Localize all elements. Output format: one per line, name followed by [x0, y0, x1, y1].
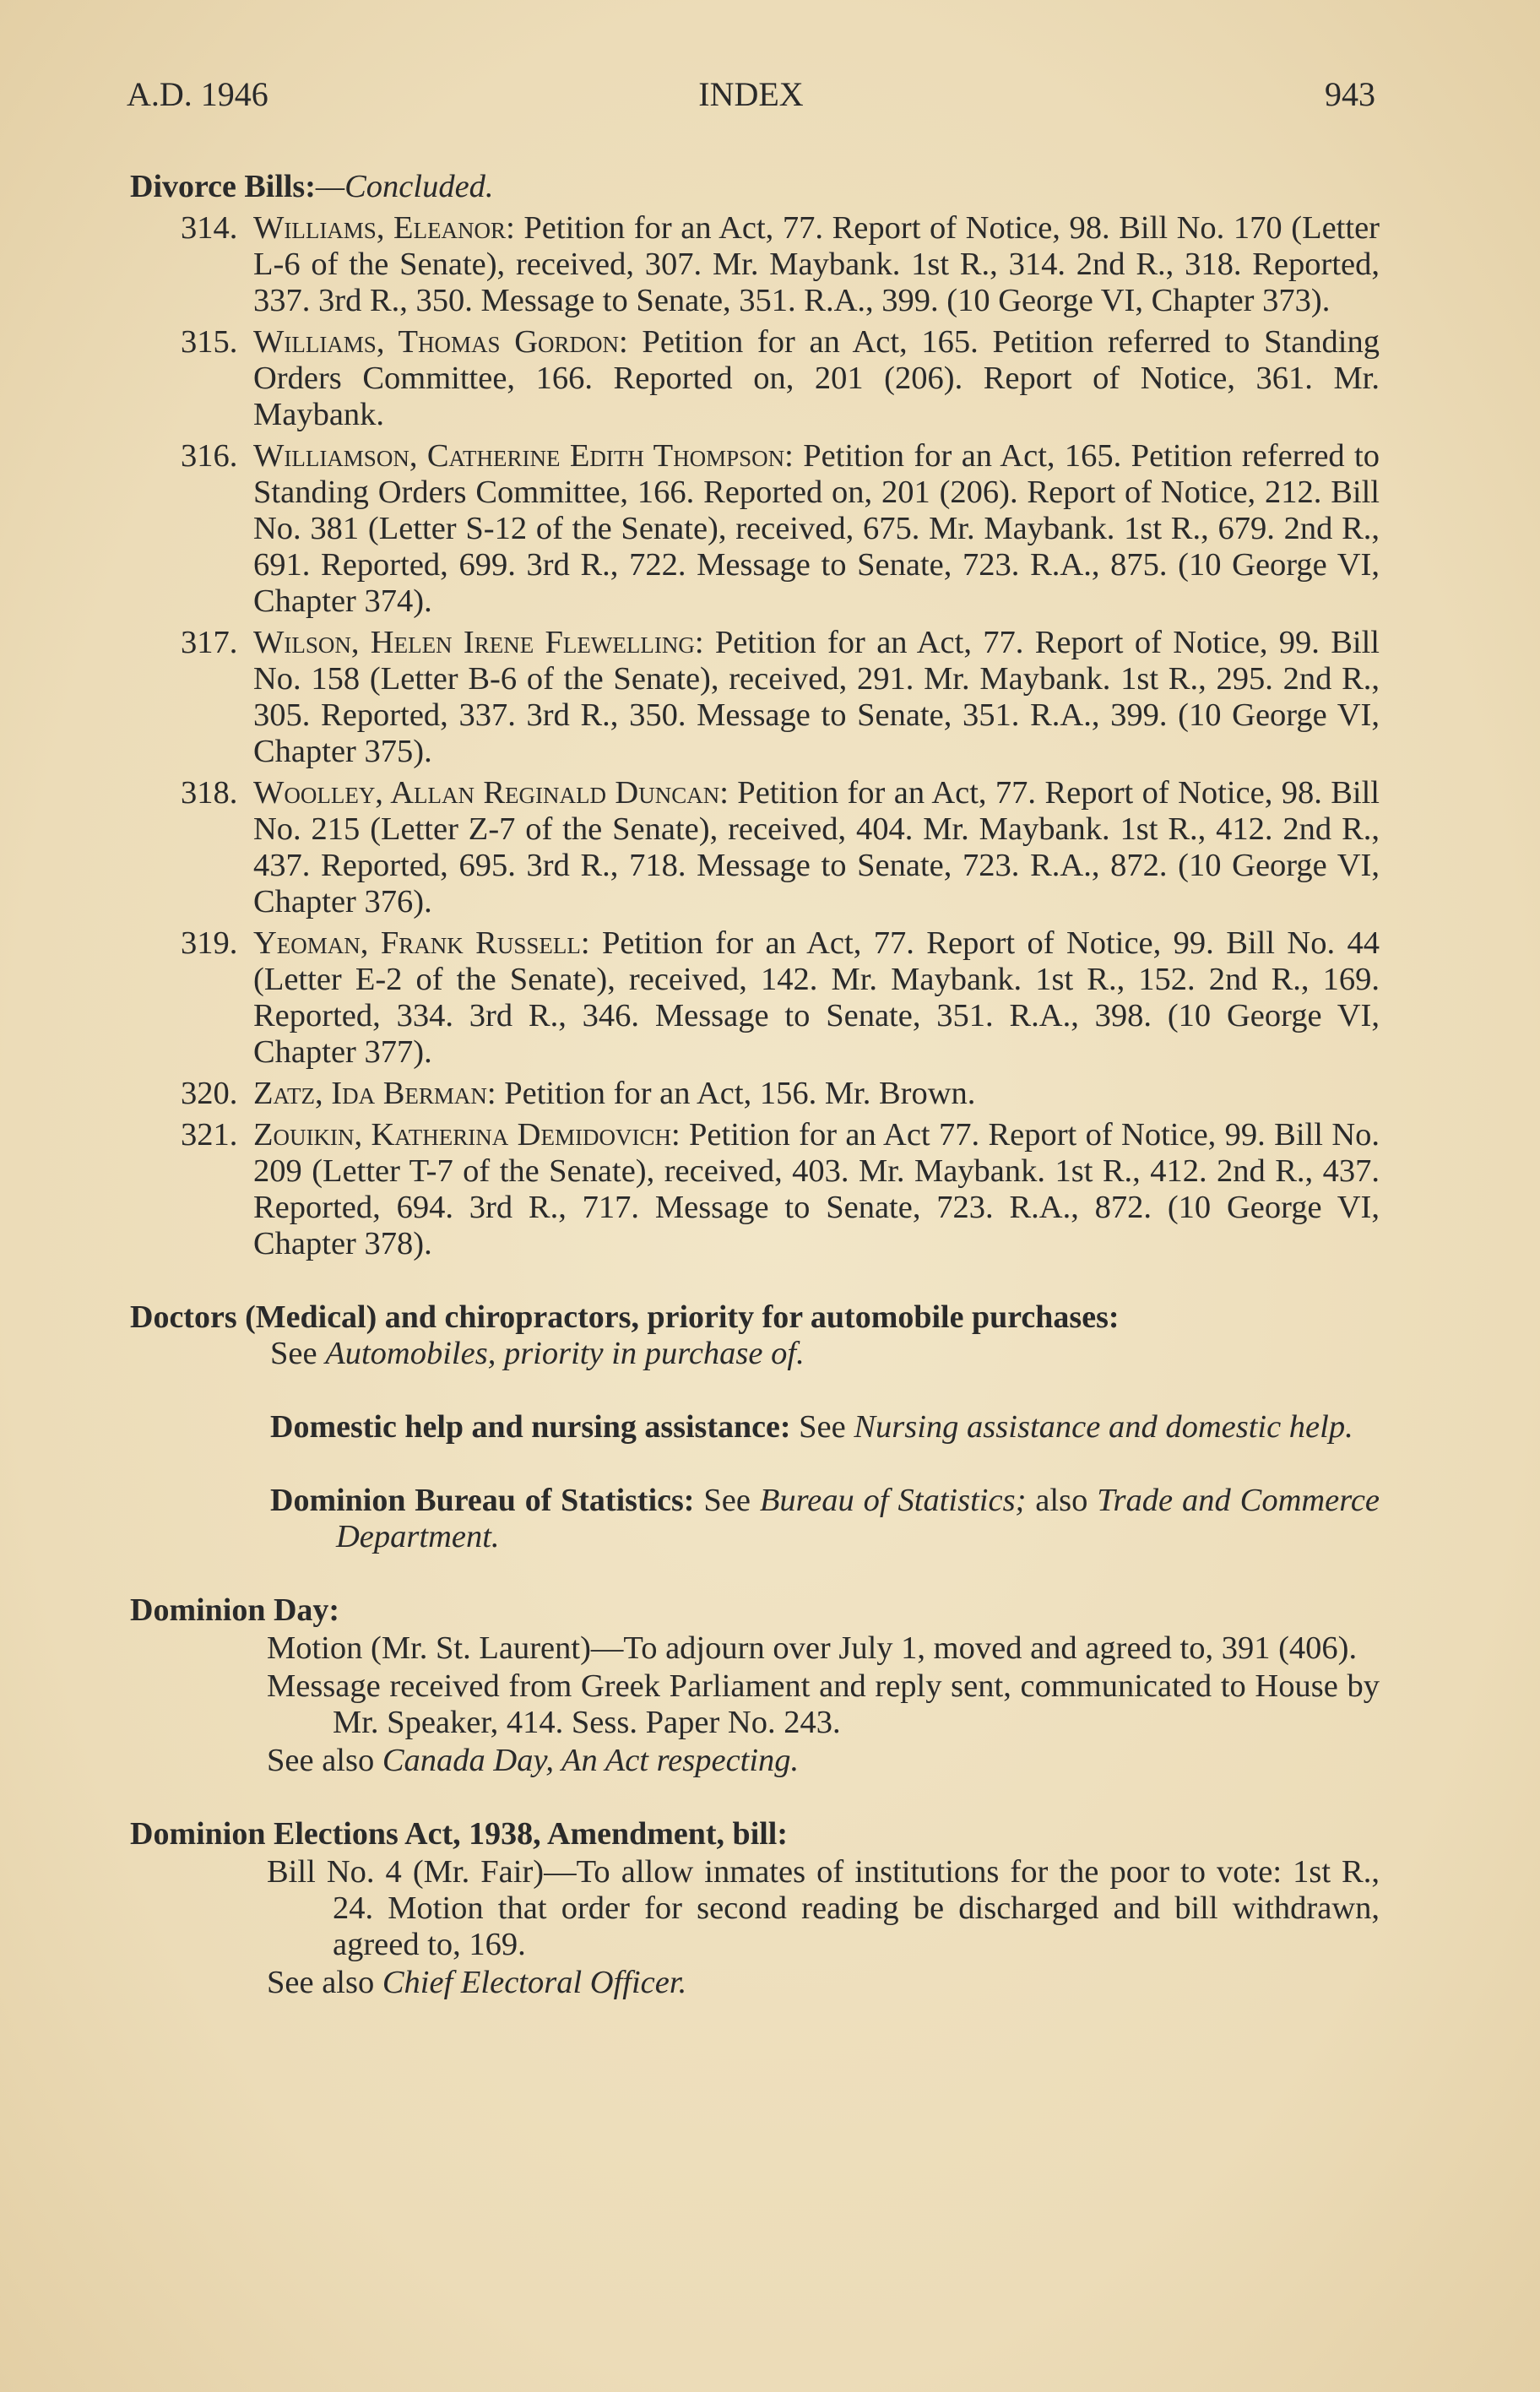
entry-name: Zatz, Ida Berman:	[253, 1076, 496, 1111]
topic-heading: Divorce Bills:—Concluded.	[130, 169, 494, 204]
see-also-reference: Trade and Commerce Department.	[336, 1483, 1380, 1554]
entry-number: 319.	[181, 925, 238, 961]
entry-text: Williams, Thomas Gordon: Petition for an Act, 165. Petition referred to Standing Orders Committee, 166. Reported on, 201 (206). Report of Notice, 361. Mr. Maybank.	[253, 324, 1380, 432]
entry-number: 320.	[181, 1076, 238, 1111]
entry-text: Wilson, Helen Irene Flewelling: Petition for an Act, 77. Report of Notice, 99. Bill No. 158 (Letter B-6 of the Senate), received, 291. Mr. Maybank. 1st R., 295. 2nd R., 305. Reported, 337. 3rd R., 350. Message to Senate, 351. R.A., 399. (10 George VI, Chapter 375).	[253, 625, 1380, 769]
topic-heading: Dominion Bureau of Statistics:	[270, 1483, 695, 1518]
see-reference: Bureau of Statistics;	[759, 1483, 1027, 1518]
index-entry	[130, 438, 1380, 620]
see-also-reference: See also Chief Electoral Officer.	[267, 1965, 687, 2000]
entry-name: Woolley, Allan Reginald Duncan:	[253, 775, 729, 811]
entry-text: Williamson, Catherine Edith Thompson: Petition for an Act, 165. Petition referred to Standing Orders Committee, 166. Reported on, 201 (206). Report of Notice, 212. Bill No. 381 (Letter S-12 of the Senate), received, 675. Mr. Maybank. 1st R., 679. 2nd R., 691. Reported, 699. 3rd R., 722. Message to Senate, 723. R.A., 875. (10 George VI, Chapter 374).	[253, 438, 1380, 619]
entry-name: Williams, Eleanor:	[253, 210, 515, 246]
topic-doctors	[130, 1299, 1380, 1372]
entry-text: Woolley, Allan Reginald Duncan: Petition for an Act, 77. Report of Notice, 98. Bill No. 215 (Letter Z-7 of the Senate), received, 404. Mr. Maybank. 1st R., 412. 2nd R., 437. Reported, 695. 3rd R., 718. Message to Senate, 723. R.A., 872. (10 George VI, Chapter 376).	[253, 775, 1380, 919]
page-header	[127, 74, 1375, 125]
sub-entry: Bill No. 4 (Mr. Fair)—To allow inmates of institutions for the poor to vote: 1st R., 24. Motion that order for second reading be discharged and bill withdrawn, agreed to, 169.	[267, 1854, 1380, 1962]
entry-number: 316.	[181, 438, 238, 474]
topic-dominion-day	[130, 1592, 1380, 1779]
page-number: 943	[1325, 75, 1375, 113]
header-year: A.D. 1946	[127, 75, 268, 113]
sub-entry: Motion (Mr. St. Laurent)—To adjourn over July 1, moved and agreed to, 391 (406).	[267, 1630, 1358, 1666]
topic-bureau-statistics: Dominion Bureau of Statistics: See Bureau of Statistics; also Trade and Commerce Department.	[270, 1483, 1380, 1554]
entry-number: 317.	[181, 625, 238, 660]
index-entry	[130, 925, 1380, 1071]
topic-divorce-bills	[130, 169, 1380, 1262]
sub-entry: Message received from Greek Parliament and reply sent, communicated to House by Mr. Speaker, 414. Sess. Paper No. 243.	[267, 1668, 1380, 1740]
index-entry	[130, 1076, 1380, 1112]
topic-domestic-help: Domestic help and nursing assistance: See Nursing assistance and domestic help.	[270, 1409, 1353, 1445]
entry-text: Yeoman, Frank Russell: Petition for an Act, 77. Report of Notice, 99. Bill No. 44 (Letter E-2 of the Senate), received, 142. Mr. Maybank. 1st R., 152. 2nd R., 169. Reported, 334. 3rd R., 346. Message to Senate, 351. R.A., 398. (10 George VI, Chapter 377).	[253, 925, 1380, 1070]
entry-number: 315.	[181, 324, 238, 360]
topic-heading: Dominion Elections Act, 1938, Amendment, bill:	[130, 1816, 789, 1852]
entry-name: Wilson, Helen Irene Flewelling:	[253, 625, 704, 660]
entry-text: Zouikin, Katherina Demidovich: Petition for an Act 77. Report of Notice, 99. Bill No. 209 (Letter T-7 of the Senate), received, 403. Mr. Maybank. 1st R., 412. 2nd R., 437. Reported, 694. 3rd R., 717. Message to Senate, 723. R.A., 872. (10 George VI, Chapter 378).	[253, 1117, 1380, 1261]
entry-number: 314.	[181, 210, 238, 246]
entry-name: Zouikin, Katherina Demidovich:	[253, 1117, 681, 1153]
topic-heading: Dominion Day:	[130, 1592, 340, 1628]
entry-text: Williams, Eleanor: Petition for an Act, 77. Report of Notice, 98. Bill No. 170 (Letter L-6 of the Senate), received, 307. Mr. Maybank. 1st R., 314. 2nd R., 318. Reported, 337. 3rd R., 350. Message to Senate, 351. R.A., 399. (10 George VI, Chapter 373).	[253, 210, 1380, 318]
entry-name: Williamson, Catherine Edith Thompson:	[253, 438, 794, 474]
index-entry	[130, 1117, 1380, 1262]
entry-name: Williams, Thomas Gordon:	[253, 324, 628, 360]
topic-heading: Doctors (Medical) and chiropractors, priority for automobile purchases:	[130, 1299, 1120, 1335]
index-entry	[130, 625, 1380, 770]
see-reference: See Automobiles, priority in purchase of.	[270, 1336, 805, 1371]
entry-name: Yeoman, Frank Russell:	[253, 925, 590, 961]
see-also-reference: See also Canada Day, An Act respecting.	[267, 1743, 800, 1778]
header-title: INDEX	[698, 75, 804, 113]
index-entry	[130, 324, 1380, 433]
entry-number: 318.	[181, 775, 238, 811]
index-content	[130, 169, 1380, 2001]
entry-number: 321.	[181, 1117, 238, 1153]
see-reference: Nursing assistance and domestic help.	[854, 1409, 1353, 1445]
topic-dominion-elections-act	[130, 1816, 1380, 2001]
index-entry	[130, 210, 1380, 319]
index-entry	[130, 775, 1380, 920]
entry-text: Zatz, Ida Berman: Petition for an Act, 156. Mr. Brown.	[253, 1076, 976, 1111]
topic-heading: Domestic help and nursing assistance:	[270, 1409, 791, 1445]
